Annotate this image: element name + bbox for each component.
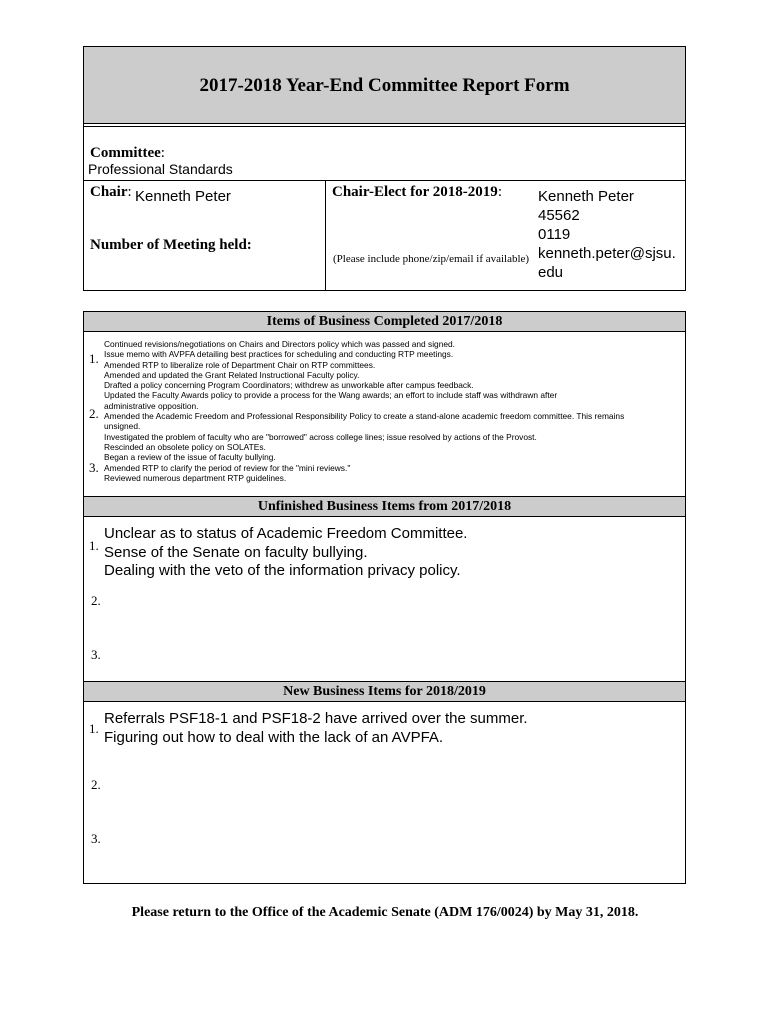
completed-line: administrative opposition. [104, 400, 199, 411]
item-number: 2. [91, 593, 101, 608]
committee-field[interactable]: Professional Standards [88, 161, 233, 177]
meetings-label: Number of Meeting held: [90, 237, 252, 253]
form-header-box [83, 46, 686, 291]
chair-field[interactable]: Kenneth Peter [135, 188, 231, 205]
new-business-item-1-field[interactable] [104, 710, 528, 747]
unfinished-line: Unclear as to status of Academic Freedom Committee. [104, 525, 468, 542]
committee-label [90, 145, 165, 162]
completed-line: Drafted a policy concerning Program Coordinators; withdrew as unworkable after campus feedback. [104, 380, 474, 391]
chair-elect-label-text: Chair-Elect for 2018-2019 [332, 184, 498, 200]
completed-line: unsigned. [104, 421, 141, 432]
completed-line: Reviewed numerous department RTP guidelines. [104, 472, 287, 483]
new-business-line: Figuring out how to deal with the lack of an AVPFA. [104, 728, 444, 746]
committee-colon: : [160, 145, 165, 161]
footer-note: Please return to the Office of the Academic Senate (ADM 176/0024) by May 31, 2018. [131, 905, 639, 920]
chair-colon: : [127, 184, 132, 200]
completed-line: Amended and updated the Grant Related Instructional Faculty policy. [104, 369, 360, 380]
chair-elect-phone: 0119 [538, 226, 571, 243]
completed-line: Investigated the problem of faculty who are "borrowed" across college lines; issue resolved by actions of the Provost. [104, 431, 537, 442]
completed-line: Continued revisions/negotiations on Chairs and Directors policy which was passed and signed. [104, 339, 456, 349]
unfinished-line: Dealing with the veto of the information privacy policy. [104, 562, 461, 579]
completed-section [83, 311, 686, 496]
item-number: 2. [91, 777, 101, 792]
column-divider [325, 180, 326, 290]
completed-line: Began a review of the issue of faculty bullying. [104, 452, 276, 463]
completed-header: Items of Business Completed 2017/2018 [84, 312, 685, 332]
chair-label-text: Chair [90, 184, 128, 200]
unfinished-header: Unfinished Business Items from 2017/2018 [84, 497, 685, 517]
item-number: 1. [89, 538, 99, 553]
item-number: 3. [89, 460, 99, 475]
chair-elect-label [332, 184, 502, 201]
committee-label-text: Committee [90, 145, 161, 161]
chair-elect-email-part1: kenneth.peter@sjsu. [538, 245, 676, 262]
unfinished-item-1-field[interactable] [104, 525, 467, 581]
divider [84, 126, 685, 127]
completed-line: Amended RTP to clarify the period of review for the "mini reviews." [104, 462, 351, 473]
chair-elect-field[interactable] [538, 187, 684, 282]
unfinished-section [83, 496, 686, 681]
unfinished-line: Sense of the Senate on faculty bullying. [104, 543, 368, 561]
completed-line: Issue memo with AVPFA detailing best practices for scheduling and conducting RTP meetings. [104, 349, 454, 360]
completed-items-field[interactable] [104, 339, 679, 483]
new-business-section [83, 681, 686, 884]
chair-elect-colon: : [497, 184, 502, 200]
chair-elect-zip: 45562 [538, 207, 580, 224]
completed-line: Amended the Academic Freedom and Professional Responsibility Policy to create a stand-alone academic freedom committee. This remains [104, 411, 625, 422]
completed-line: Updated the Faculty Awards policy to provide a process for the Wang awards; an effort to include staff was withdrawn after [104, 390, 558, 401]
new-business-line: Referrals PSF18-1 and PSF18-2 have arrived over the summer. [104, 710, 528, 727]
chair-label [90, 184, 132, 201]
chair-elect-note: (Please include phone/zip/email if available) [333, 253, 530, 265]
item-number: 3. [91, 831, 101, 846]
divider [84, 180, 685, 181]
chair-elect-name: Kenneth Peter [538, 188, 634, 205]
item-number: 3. [91, 647, 101, 662]
title-band [84, 47, 685, 124]
chair-elect-email-part2: edu [538, 264, 564, 281]
completed-line: Amended RTP to liberalize role of Department Chair on RTP committees. [104, 359, 376, 370]
form-title: 2017-2018 Year-End Committee Report Form [199, 75, 570, 96]
item-number: 2. [89, 406, 99, 421]
item-number: 1. [89, 721, 99, 736]
completed-line: Rescinded an obsolete policy on SOLATEs. [104, 441, 266, 452]
item-number: 1. [89, 351, 99, 366]
new-business-header: New Business Items for 2018/2019 [84, 682, 685, 702]
